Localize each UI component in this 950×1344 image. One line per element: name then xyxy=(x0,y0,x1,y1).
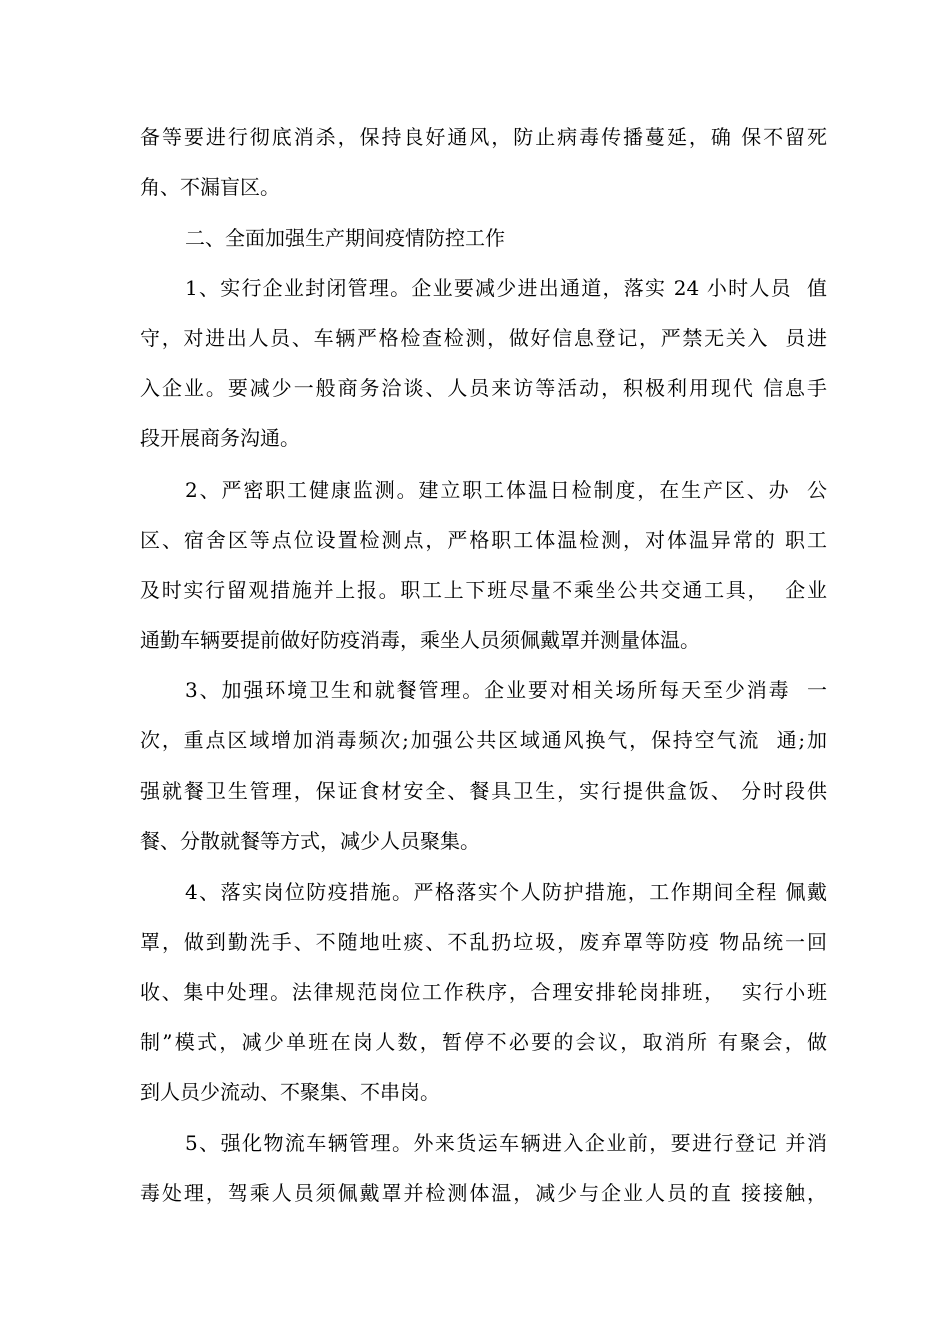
text-line: 入企业。要减少一般商务洽谈、人员来访等活动，积极利用现代 信息手 xyxy=(140,376,827,400)
text-line: 2、严密职工健康监测。建立职工体温日检制度，在生产区、办 公 xyxy=(185,478,827,502)
text-line: 备等要进行彻底消杀，保持良好通风，防止病毒传播蔓延，确 保不留死 xyxy=(140,125,827,149)
text-line: 次，重点区域增加消毒频次;加强公共区域通风换气，保持空气流 通;加 xyxy=(140,728,827,752)
text-line: 收、集中处理。法律规范岗位工作秩序，合理安排轮岗排班， 实行小班 xyxy=(140,980,827,1004)
text-line: 毒处理，驾乘人员须佩戴罩并检测体温，减少与企业人员的直 接接触， xyxy=(140,1181,827,1205)
text-line: 及时实行留观措施并上报。职工上下班尽量不乘坐公共交通工具， 企业 xyxy=(140,578,827,602)
text-line: 角、不漏盲区。 xyxy=(140,175,280,199)
text-line: 段开展商务沟通。 xyxy=(140,426,300,450)
section-heading: 二、全面加强生产期间疫情防控工作 xyxy=(185,226,505,250)
text-line: 通勤车辆要提前做好防疫消毒，乘坐人员须佩戴罩并测量体温。 xyxy=(140,628,700,652)
text-line: 1、实行企业封闭管理。企业要减少进出通道，落实 24 小时人员 值 xyxy=(185,276,827,300)
text-line: 到人员少流动、不聚集、不串岗。 xyxy=(140,1080,440,1104)
text-line: 罩，做到勤洗手、不随地吐痰、不乱扔垃圾，废弃罩等防疫 物品统一回 xyxy=(140,930,827,954)
text-line: 守，对进出人员、车辆严格检查检测，做好信息登记，严禁无关入 员进 xyxy=(140,326,827,350)
text-line: 餐、分散就餐等方式，减少人员聚集。 xyxy=(140,829,480,853)
text-line: 区、宿舍区等点位设置检测点，严格职工体温检测，对体温异常的 职工 xyxy=(140,528,827,552)
text-line: 4、落实岗位防疫措施。严格落实个人防护措施，工作期间全程 佩戴 xyxy=(185,880,827,904)
text-line: 强就餐卫生管理，保证食材安全、餐具卫生，实行提供盒饭、 分时段供 xyxy=(140,779,827,803)
text-line: 制”模式，减少单班在岗人数，暂停不必要的会议，取消所 有聚会，做 xyxy=(140,1030,827,1054)
text-line: 5、强化物流车辆管理。外来货运车辆进入企业前，要进行登记 并消 xyxy=(185,1131,827,1155)
text-line: 3、加强环境卫生和就餐管理。企业要对相关场所每天至少消毒 一 xyxy=(185,678,827,702)
